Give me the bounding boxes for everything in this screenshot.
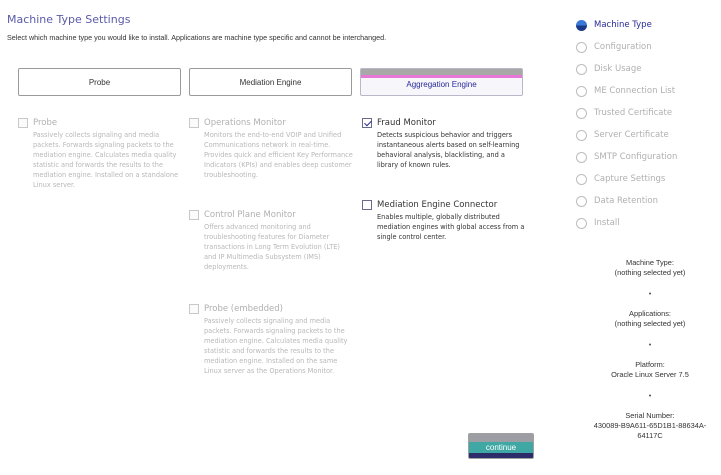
probe-embedded-option-description: Passively collects signaling and media packets. Forwards signaling packets to the mediation engine. Calculates media quality statistic and forwards the results to the mediation engine. Installed on the same Linux server as the Operations Monitor.: [204, 317, 348, 375]
step-label: Trusted Certificate: [594, 108, 673, 118]
probe-embedded-option: [189, 304, 354, 376]
step-label: Capture Settings: [594, 174, 666, 184]
operations-monitor-option-title: Operations Monitor: [204, 118, 286, 128]
summary-applications-label: Applications:: [629, 309, 671, 318]
summary-separator: •: [648, 391, 652, 400]
selection-summary: [585, 258, 715, 441]
summary-machine-type-label: Machine Type:: [626, 258, 674, 267]
aggregation-engine-type-button[interactable]: Aggregation Engine: [360, 68, 523, 96]
operations-monitor-checkbox[interactable]: [189, 118, 199, 128]
probe-checkbox[interactable]: [18, 118, 28, 128]
probe-option-description: Passively collects signaling and media packets. Forwards signaling packets to the mediation engine. Calculates media quality statistic and forwards the results to the mediation engine. Installed on a standalone Linux server.: [33, 131, 179, 189]
step-label: Machine Type: [594, 20, 652, 30]
step-label: Data Retention: [594, 196, 658, 206]
mediation-engine-connector-checkbox[interactable]: [362, 200, 372, 210]
summary-platform: [585, 360, 715, 380]
control-plane-monitor-option: [189, 210, 354, 272]
step-install[interactable]: [576, 212, 677, 234]
empty-circle-icon: [576, 152, 587, 163]
continue-button[interactable]: continue: [468, 433, 534, 459]
probe-embedded-checkbox[interactable]: [189, 304, 199, 314]
step-trusted-certificate[interactable]: [576, 102, 677, 124]
fraud-monitor-option-description: Detects suspicious behavior and triggers instantaneous alerts based on self-learning behavioral analysis, blacklisting, and a library of known rules.: [377, 131, 520, 169]
empty-circle-icon: [576, 130, 587, 141]
fraud-monitor-checkbox[interactable]: [362, 118, 372, 128]
step-label: SMTP Configuration: [594, 152, 678, 162]
step-label: ME Connection List: [594, 86, 676, 96]
step-server-certificate[interactable]: [576, 124, 677, 146]
summary-applications: [585, 309, 715, 329]
probe-type-button[interactable]: Probe: [18, 68, 181, 96]
summary-applications-value: (nothing selected yet): [614, 319, 686, 328]
empty-circle-icon: [576, 42, 587, 53]
summary-serial-value-line1: 430089-B9A611-65D1B1-88634A-: [593, 421, 707, 430]
control-plane-monitor-option-title: Control Plane Monitor: [204, 210, 296, 220]
summary-separator: •: [648, 340, 652, 349]
step-label: Install: [594, 218, 620, 228]
mediation-engine-connector-option-title: Mediation Engine Connector: [377, 200, 498, 210]
page-subtitle: Select which machine type you would like to install. Applications are machine type specific and cannot be interchanged.: [7, 33, 387, 42]
summary-platform-value: Oracle Linux Server 7.5: [611, 370, 689, 379]
step-smtp-configuration[interactable]: [576, 146, 677, 168]
empty-circle-icon: [576, 174, 587, 185]
mediation-engine-type-button[interactable]: Mediation Engine: [189, 68, 352, 96]
wizard-steps: [576, 14, 677, 234]
control-plane-monitor-checkbox[interactable]: [189, 210, 199, 220]
summary-serial-number: [585, 411, 715, 441]
summary-serial-label: Serial Number:: [625, 411, 675, 420]
fraud-monitor-option-title: Fraud Monitor: [377, 118, 436, 128]
step-data-retention[interactable]: [576, 190, 677, 212]
empty-circle-icon: [576, 86, 587, 97]
probe-option-title: Probe: [33, 118, 58, 128]
step-machine-type[interactable]: [576, 14, 677, 36]
summary-separator: •: [648, 289, 652, 298]
filled-circle-icon: [576, 20, 587, 31]
empty-circle-icon: [576, 64, 587, 75]
summary-machine-type-value: (nothing selected yet): [614, 268, 686, 277]
summary-platform-label: Platform:: [635, 360, 665, 369]
step-configuration[interactable]: [576, 36, 677, 58]
step-label: Configuration: [594, 42, 652, 52]
step-label: Server Certificate: [594, 130, 669, 140]
operations-monitor-option: [189, 118, 354, 180]
empty-circle-icon: [576, 196, 587, 207]
step-me-connection-list[interactable]: [576, 80, 677, 102]
summary-serial-value-line2: 64117C: [637, 431, 663, 440]
control-plane-monitor-option-description: Offers advanced monitoring and troubleshooting features for Diameter transactions in Long Term Evolution (LTE) and IP Multimedia Subsystem (IMS) deployments.: [204, 223, 340, 271]
step-label: Disk Usage: [594, 64, 642, 74]
page-title: Machine Type Settings: [7, 13, 131, 26]
mediation-engine-connector-option-description: Enables multiple, globally distributed mediation engines with global access from a single control center.: [377, 213, 525, 241]
empty-circle-icon: [576, 218, 587, 229]
step-capture-settings[interactable]: [576, 168, 677, 190]
summary-machine-type: [585, 258, 715, 278]
operations-monitor-option-description: Monitors the end-to-end VOIP and Unified Communications network in real-time. Provides quick and efficient Key Performance Indicators (KPIs) and enables deep customer troubleshooting.: [204, 131, 353, 179]
fraud-monitor-option: [362, 118, 527, 170]
step-disk-usage[interactable]: [576, 58, 677, 80]
empty-circle-icon: [576, 108, 587, 119]
probe-embedded-option-title: Probe (embedded): [204, 304, 283, 314]
mediation-engine-connector-option: [362, 200, 527, 242]
probe-option: [18, 118, 183, 190]
